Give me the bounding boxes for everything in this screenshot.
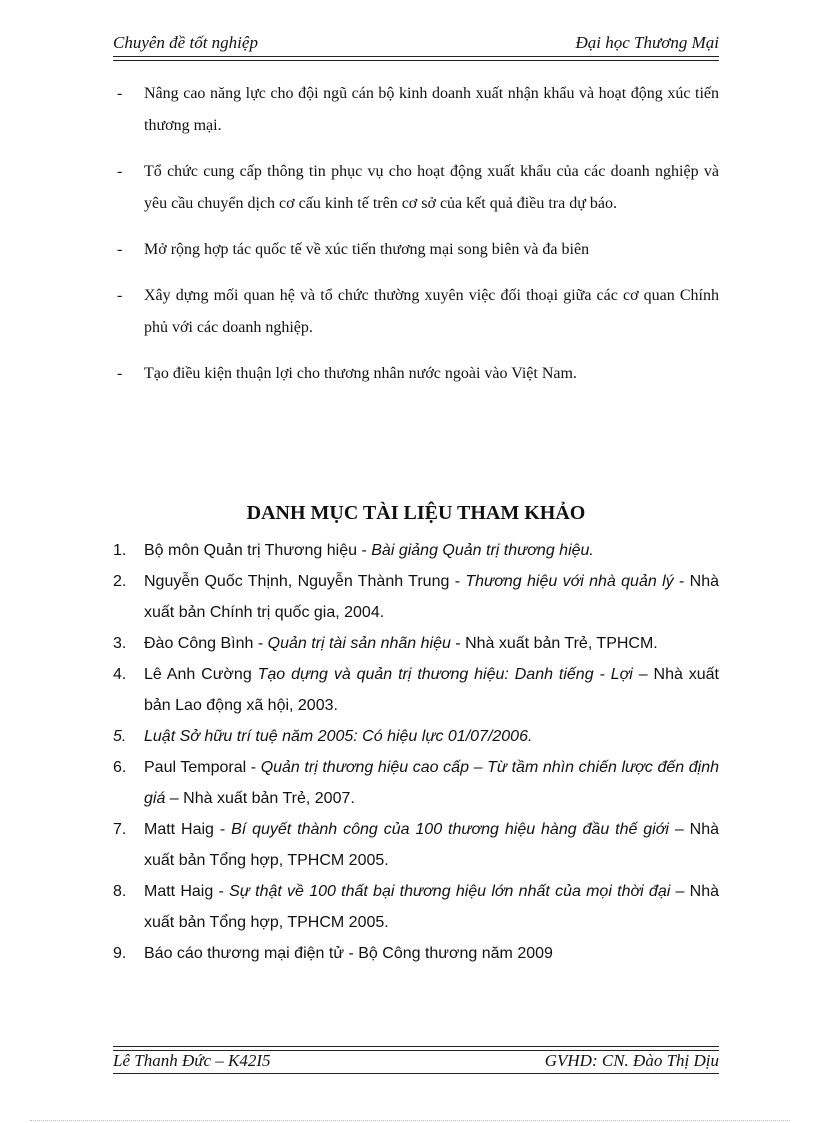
bullet-item: - Nâng cao năng lực cho đội ngũ cán bộ kinh doanh xuất nhận khẩu và hoạt động xúc tiến thương mại. bbox=[113, 78, 719, 142]
bullet-item: - Mở rộng hợp tác quốc tế về xúc tiến thương mại song biên và đa biên bbox=[113, 234, 719, 266]
references-title: DANH MỤC TÀI LIỆU THAM KHẢO bbox=[246, 502, 586, 524]
bullet-item: - Tổ chức cung cấp thông tin phục vụ cho hoạt động xuất khẩu của các doanh nghiệp và yêu cầu chuyển dịch cơ cấu kinh tế trên cơ sở của kết quả điều tra dự báo. bbox=[113, 156, 719, 220]
footer-left: Lê Thanh Đức – K42I5 bbox=[113, 1051, 271, 1070]
reference-item: 7. Matt Haig - Bí quyết thành công của 100 thương hiệu hàng đầu thế giới – Nhà xuất bản Tổng hợp, TPHCM 2005. bbox=[113, 821, 720, 869]
reference-item: 4. Lê Anh Cường Tạo dựng và quản trị thương hiệu: Danh tiếng - Lợi – Nhà xuất bản Lao động xã hội, 2003. bbox=[113, 666, 719, 714]
footer-bottom-rule bbox=[113, 1073, 719, 1074]
bullet-dash: - bbox=[117, 365, 123, 382]
bullet-dash: - bbox=[117, 241, 123, 258]
reference-item: 6. Paul Temporal - Quản trị thương hiệu cao cấp – Từ tầm nhìn chiến lược đến định giá – Nhà xuất bản Trẻ, 2007. bbox=[113, 759, 719, 807]
bullet-dash: - bbox=[117, 287, 123, 304]
header-rule bbox=[113, 56, 719, 61]
reference-item: 1. Bộ môn Quản trị Thương hiệu - Bài giảng Quản trị thương hiệu. bbox=[113, 542, 594, 559]
header-left: Chuyên đề tốt nghiệp bbox=[113, 33, 258, 52]
footer-right: GVHD: CN. Đào Thị Dịu bbox=[544, 1051, 719, 1070]
reference-item: 8. Matt Haig - Sự thật về 100 thất bại thương hiệu lớn nhất của mọi thời đại – Nhà xuất bản Tổng hợp, TPHCM 2005. bbox=[113, 883, 720, 931]
bullet-dash: - bbox=[117, 163, 123, 180]
reference-item: 5. Luật Sở hữu trí tuệ năm 2005: Có hiệu lực 01/07/2006. bbox=[113, 728, 533, 745]
page-edge-dotted bbox=[30, 1120, 790, 1121]
header-right: Đại học Thương Mại bbox=[575, 33, 719, 52]
bullet-dash: - bbox=[117, 85, 123, 102]
bullet-item: - Tạo điều kiện thuận lợi cho thương nhân nước ngoài vào Việt Nam. bbox=[113, 358, 719, 390]
reference-item: 2. Nguyễn Quốc Thịnh, Nguyễn Thành Trung - Thương hiệu với nhà quản lý - Nhà xuất bản Chính trị quốc gia, 2004. bbox=[113, 573, 720, 621]
references-list bbox=[113, 535, 719, 969]
bullet-item: - Xây dựng mối quan hệ và tổ chức thường xuyên việc đối thoại giữa các cơ quan Chính phủ với các doanh nghiệp. bbox=[113, 280, 719, 344]
reference-item: 9. Báo cáo thương mại điện tử - Bộ Công thương năm 2009 bbox=[113, 945, 553, 962]
reference-item: 3. Đào Công Bình - Quản trị tài sản nhãn hiệu - Nhà xuất bản Trẻ, TPHCM. bbox=[113, 635, 658, 652]
bullet-list bbox=[113, 78, 719, 404]
